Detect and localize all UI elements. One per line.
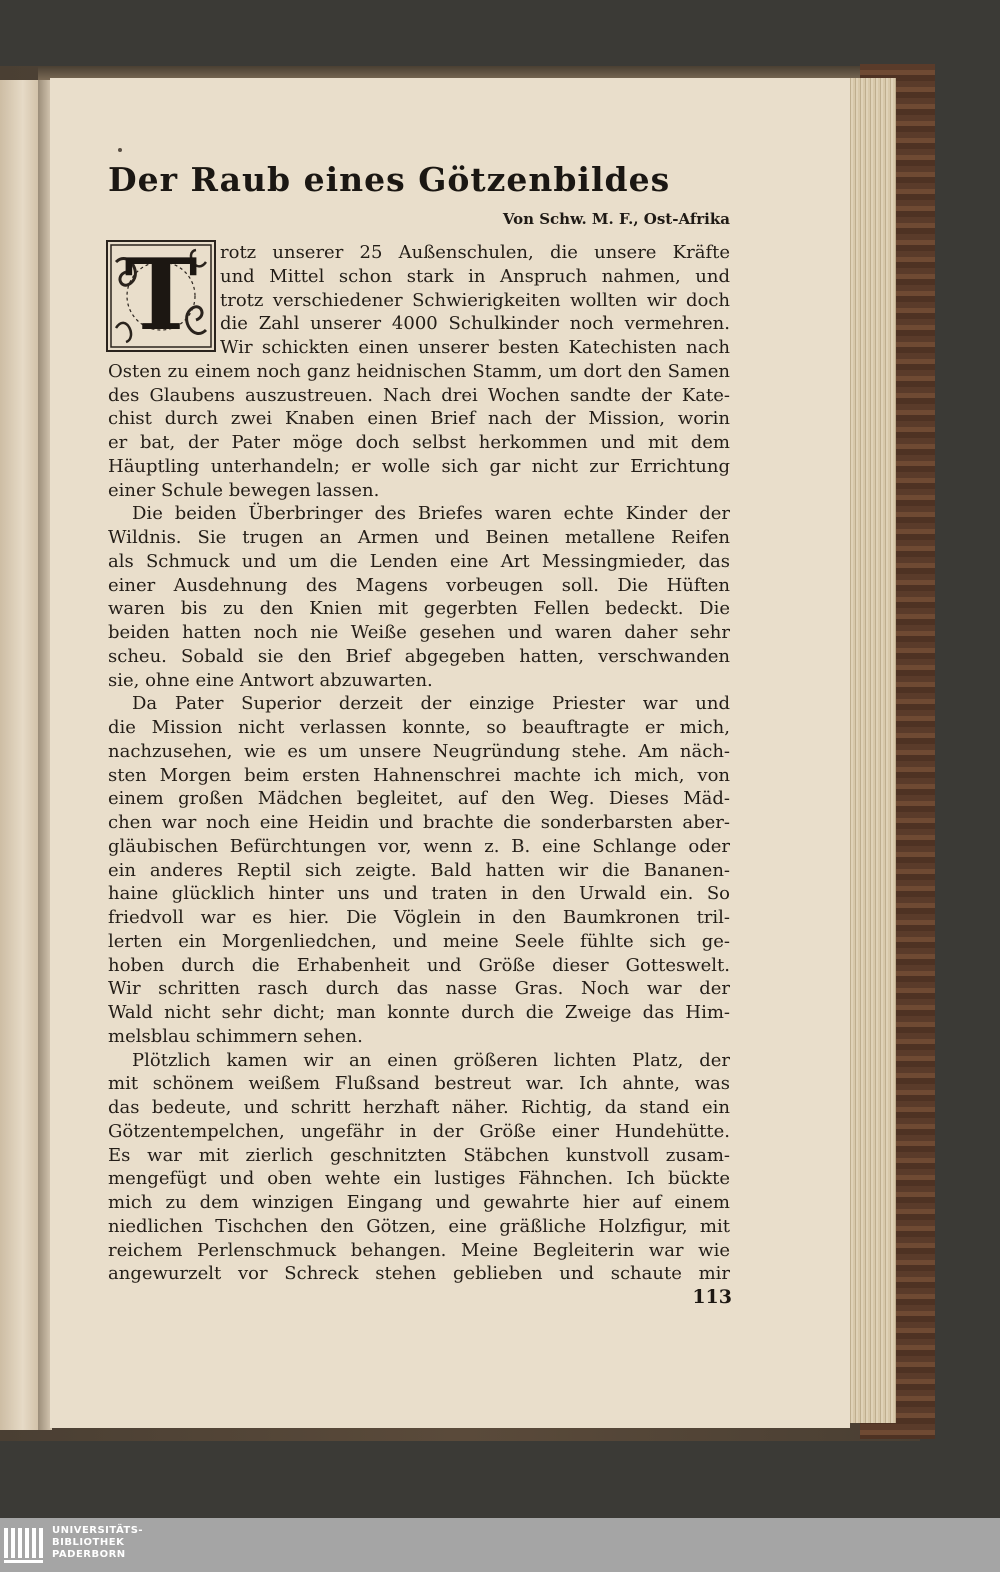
- text-line: einem großen Mädchen begleitet, auf den Weg. Dieses Mäd-: [108, 788, 730, 810]
- text-line: einer Schule bewegen lassen.: [108, 479, 380, 501]
- library-footer-bar: [0, 1518, 1000, 1572]
- text-line: als Schmuck und um die Lenden eine Art Messingmieder, das: [108, 550, 730, 572]
- text-line: sten Morgen beim ersten Hahnenschrei machte ich mich, von: [108, 764, 730, 786]
- page-edges: [848, 78, 896, 1423]
- text-line: Es war mit zierlich geschnitzten Stäbchen kunstvoll zusam-: [108, 1144, 730, 1166]
- text-line: Götzentempelchen, ungefähr in der Größe einer Hundehütte.: [108, 1120, 730, 1142]
- ink-dot: [118, 148, 122, 152]
- text-line: rotz unserer 25 Außenschulen, die unsere Kräfte: [220, 242, 730, 263]
- text-line: sie, ohne eine Antwort abzuwarten.: [108, 669, 433, 691]
- initial-letter: T: [124, 238, 198, 353]
- logo-line-2: BIBLIOTHEK: [52, 1537, 125, 1548]
- text-line: Wildnis. Sie trugen an Armen und Beinen metallene Reifen: [108, 527, 730, 548]
- page-number: 113: [692, 1286, 732, 1308]
- text-line: Plötzlich kamen wir an einen größeren lichten Platz, der: [132, 1049, 730, 1071]
- text-line: friedvoll war es hier. Die Vöglein in den Baumkronen tril-: [108, 907, 730, 928]
- text-line: haine glücklich hinter uns und traten in den Urwald ein. So: [108, 883, 730, 905]
- text-line: scheu. Sobald sie den Brief abgegeben hatten, verschwanden: [108, 645, 730, 667]
- text-line: Häuptling unterhandeln; er wolle sich gar nicht zur Errichtung: [108, 455, 730, 477]
- text-line: Die beiden Überbringer des Briefes waren echte Kinder der: [132, 503, 730, 525]
- article-byline: Von Schw. M. F., Ost-Afrika: [502, 210, 730, 228]
- text-line: mich zu dem winzigen Eingang und gewahrte hier auf einem: [108, 1192, 730, 1213]
- text-line: niedlichen Tischchen den Götzen, eine gräßliche Holzfigur, mit: [108, 1215, 730, 1237]
- text-line: chist durch zwei Knaben einen Brief nach der Mission, worin: [108, 408, 730, 430]
- text-line: Wald nicht sehr dicht; man konnte durch die Zweige das Him-: [108, 1002, 730, 1023]
- text-line: die Mission nicht verlassen konnte, so beauftragte er mich,: [108, 717, 730, 738]
- article-body: [108, 238, 730, 1286]
- text-line: waren bis zu den Knien mit gegerbten Fellen bedeckt. Die: [108, 598, 730, 620]
- text-line: Osten zu einem noch ganz heidnischen Stamm, um dort den Samen: [108, 360, 730, 382]
- text-line: Wir schickten einen unserer besten Katechisten nach: [220, 337, 730, 358]
- text-line: die Zahl unserer 4000 Schulkinder noch vermehren.: [220, 313, 730, 335]
- text-line: chen war noch eine Heidin und brachte die sonderbarsten aber-: [108, 812, 730, 833]
- text-line: einer Ausdehnung des Magens vorbeugen soll. Die Hüften: [108, 574, 730, 596]
- logo-line-3: PADERBORN: [52, 1549, 126, 1560]
- text-line: und Mittel schon stark in Anspruch nahmen, und: [220, 265, 730, 287]
- library-logo-text: [52, 1525, 143, 1561]
- text-line: lerten ein Morgenliedchen, und meine Seele fühlte sich ge-: [108, 930, 730, 952]
- text-line: melsblau schimmern sehen.: [108, 1025, 363, 1047]
- logo-line-1: UNIVERSITÄTS-: [52, 1525, 144, 1536]
- text-line: das bedeute, und schritt herzhaft näher. Richtig, da stand ein: [108, 1097, 730, 1118]
- text-line: ein anderes Reptil sich zeigte. Bald hatten wir die Bananen-: [108, 859, 730, 881]
- text-line: nachzusehen, wie es um unsere Neugründung stehe. Am näch-: [108, 740, 730, 762]
- text-line: Wir schritten rasch durch das nasse Gras. Noch war der: [108, 978, 730, 1000]
- text-line: reichem Perlenschmuck behangen. Meine Begleiterin war wie: [108, 1239, 730, 1261]
- text-line: mengefügt und oben wehte ein lustiges Fähnchen. Ich bückte: [108, 1168, 730, 1190]
- text-line: er bat, der Pater möge doch selbst herkommen und mit dem: [108, 432, 730, 453]
- left-page-sliver: [0, 80, 38, 1430]
- text-line: beiden hatten noch nie Weiße gesehen und waren daher sehr: [108, 622, 730, 643]
- text-line: des Glaubens auszustreuen. Nach drei Wochen sandte der Kate-: [108, 384, 730, 406]
- text-line: mit schönem weißem Flußsand bestreut war. Ich ahnte, was: [108, 1073, 730, 1095]
- text-line: angewurzelt vor Schreck stehen geblieben und schaute mir: [108, 1263, 730, 1285]
- text-line: Da Pater Superior derzeit der einzige Priester war und: [132, 693, 730, 715]
- library-logo-icon: [2, 1522, 46, 1568]
- article-title: Der Raub eines Götzenbildes: [108, 160, 671, 199]
- text-line: trotz verschiedener Schwierigkeiten wollten wir doch: [220, 289, 730, 311]
- text-line: gläubischen Befürchtungen vor, wenn z. B. eine Schlange oder: [108, 835, 730, 857]
- text-line: hoben durch die Erhabenheit und Größe dieser Gotteswelt.: [108, 954, 730, 976]
